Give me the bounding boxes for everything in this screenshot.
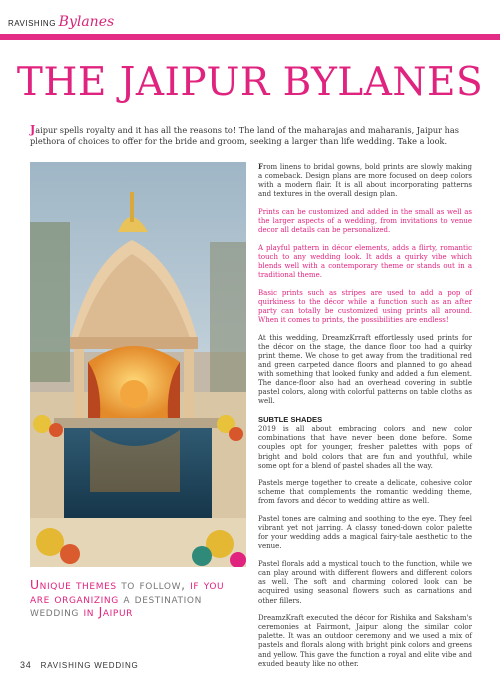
article-paragraph: Pastel florals add a mystical touch to the function, while we can play around with different flowers and different colors as well. The soft and charming colored look can be acquired using seasonal flowers such as carnations and other fillers. (258, 560, 472, 605)
page-number: 34 (20, 660, 32, 670)
section-label (8, 14, 114, 30)
section-label-text: RAVISHING (8, 19, 56, 28)
wedding-mandap-photo (30, 162, 246, 567)
article-dropcap: F (258, 162, 263, 171)
article-title: THE JAIPUR BYLANES (16, 60, 484, 105)
article-paragraph: 2019 is all about embracing colors and new color combinations that have never been done before. Some couples opt for younger, fresher palettes with pops of bright and bold colors that are fun and youthful, while some opt for a blend of pastel shades all the way. (258, 425, 472, 470)
subtle-shades-heading: SUBTLE SHADES (258, 415, 323, 425)
article-paragraph: At this wedding, DreamzKrraft effortlessly used prints for the décor on the stage, the dance floor too had a quirky print theme. We chose to get away from the traditional red and green carpeted dance floors and planned to go ahead with something that looked funky and added a fun element. The dance-floor also had an overhead covering in subtle pastel colors, along with colorful patterns on table cloths as well. (258, 333, 472, 406)
article-paragraph: DreamzKraft executed the décor for Rishika and Saksham's ceremonies at Fairmont, Jaipur along the similar color palette. It was an outdoor ceremony and we used a mix of pastels and florals along with bright pink colors and greens and yellow. This gave the function a royal and elite vibe and exuded beauty like no other. (258, 614, 472, 668)
article-paragraph: A playful pattern in décor elements, adds a flirty, romantic touch to any wedding look. It adds a quirky vibe which blends well with a contemporary theme or stands out in a traditional theme. (258, 243, 472, 280)
article-body (258, 162, 472, 677)
magazine-name: RAVISHING WEDDING (40, 661, 139, 670)
pull-quote-part: to follow, (116, 577, 191, 592)
article-paragraph (258, 162, 472, 199)
section-label-script: Bylanes (58, 14, 115, 30)
pull-quote-part: a destination wedding (30, 590, 202, 619)
intro-text: aipur spells royalty and it has all the reasons to! The land of the maharajas and maharanis, Jaipur has plethora of choices to offer for the bride and groom, seeking a larger than life wedding. Take a look. (30, 125, 459, 146)
page-footer (20, 660, 139, 670)
article-paragraph: Pastels merge together to create a delicate, cohesive color scheme that complements the romantic wedding theme, from favors and décor to wedding attire as well. (258, 479, 472, 506)
article-text: rom linens to bridal gowns, bold prints are slowly making a comeback. Design plans are more focused on deep colors with a modern flair. It is all about incorporating patterns and textures in the overall design plan. (258, 163, 472, 199)
header-rule (0, 34, 500, 40)
pull-quote (30, 578, 246, 619)
page-header (0, 0, 500, 52)
article-paragraph: Basic prints such as stripes are used to add a pop of quirkiness to the décor while a function such as an after party can totally be customized using prints all around. When it comes to prints, the possibilities are endless! (258, 288, 472, 325)
intro-paragraph (30, 124, 470, 147)
pull-quote-part: in Jaipur (83, 604, 134, 619)
intro-dropcap: J (30, 123, 36, 136)
article-paragraph: Prints can be customized and added in the small as well as the larger aspects of a wedding, from invitations to venue decor all details can be personalized. (258, 207, 472, 235)
article-paragraph: Pastel tones are calming and soothing to the eye. They feel vibrant yet not jarring. A classy toned-down color palette for your wedding adds a magical fairy-tale aesthetic to the venue. (258, 515, 472, 551)
pull-quote-part: if you are organizing (30, 577, 225, 606)
pull-quote-part: Unique themes (30, 577, 117, 592)
